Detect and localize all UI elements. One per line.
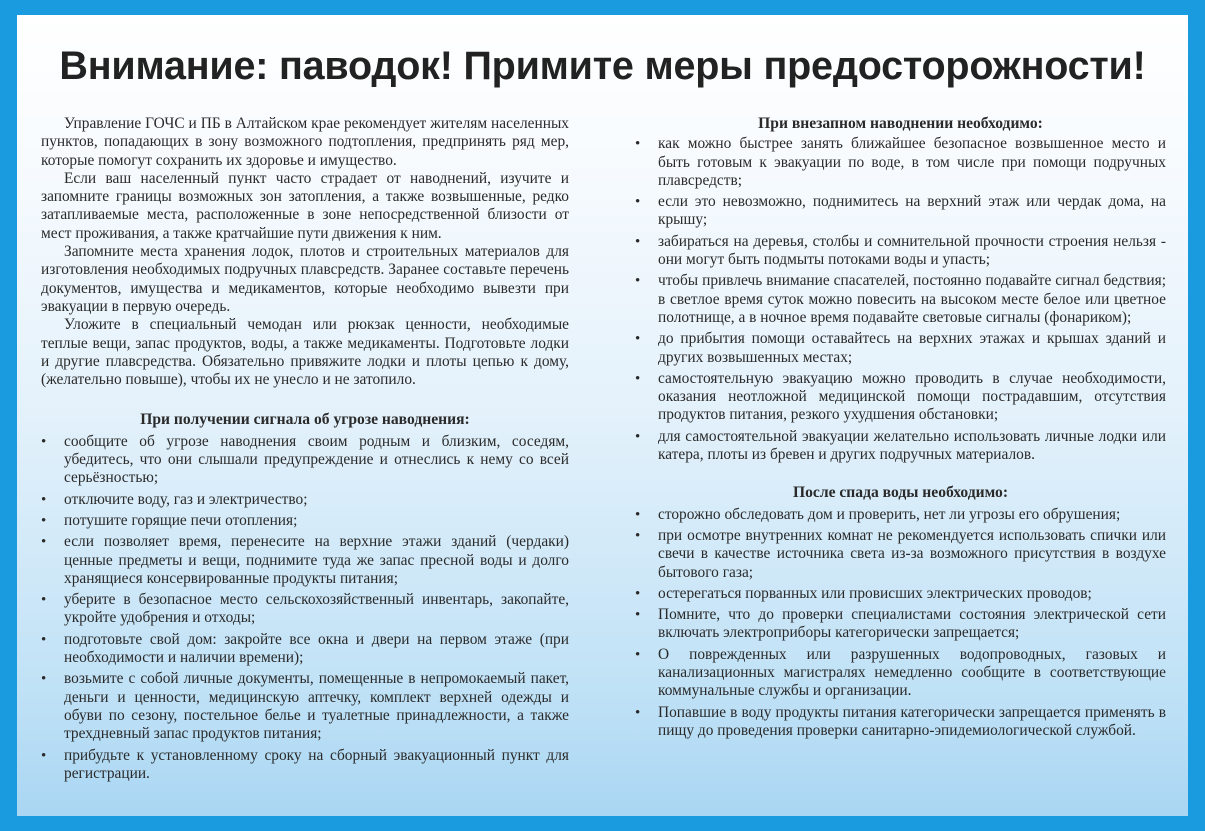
bullet-icon: •	[635, 331, 641, 348]
threat-list	[41, 433, 569, 783]
bullet-icon: •	[635, 428, 641, 445]
bullet-icon: •	[41, 671, 47, 688]
intro-paragraph: Управление ГОЧС и ПБ в Алтайском крае рекомендует жителям населенных пунктов, попадающих в зону возможного подтопления, предпринять ряд мер, которые помогут сохранить их здоровье и имущество.	[41, 115, 569, 169]
list-item: • как можно быстрее занять ближайшее безопасное возвышенное место и быть готовым к эвакуации по воде, в том числе при помощи подручных плавсредств;	[635, 135, 1166, 189]
bullet-icon: •	[41, 592, 47, 609]
left-column	[41, 115, 569, 786]
bullet-icon: •	[635, 136, 641, 153]
bullet-icon: •	[635, 646, 641, 663]
bullet-icon: •	[635, 506, 641, 523]
bullet-icon: •	[635, 273, 641, 290]
intro-paragraph: Запомните места хранения лодок, плотов и строительных материалов для изготовления необходимых подручных плавсредств. Заранее составьте перечень документов, имущества и медикаментов, которые необходимо вывезти при эвакуации в первую очередь.	[41, 243, 569, 315]
bullet-icon: •	[635, 704, 641, 721]
list-item: • сторожно обследовать дом и проверить, нет ли угрозы его обрушения;	[635, 505, 1121, 523]
list-item: • прибудьте к установленному сроку на сборный эвакуационный пункт для регистрации.	[41, 746, 569, 782]
after-list	[635, 506, 1166, 741]
bullet-icon: •	[635, 607, 641, 624]
list-item: • при осмотре внутренних комнат не рекомендуется использовать спички или свечи в качестве источника света из-за возможного присутствия в воздухе бытового газа;	[635, 526, 1166, 581]
bullet-icon: •	[41, 433, 47, 450]
sudden-heading: При внезапном наводнении необходимо:	[758, 115, 1043, 132]
list-item: • О поврежденных или разрушенных водопроводных, газовых и канализационных магистралях немедленно сообщите в соответствующие коммунальные службы и организации.	[635, 645, 1166, 700]
list-item: • возьмите с собой личные документы, помещенные в непромокаемый пакет, деньги и ценности, медицинскую аптечку, комплект верхней одежды и обуви по сезону, постельное белье и туалетные принадлежности, а также трехдневный запас продуктов питания;	[41, 670, 569, 743]
list-item: • Помните, что до проверки специалистами состояния электрической сети включать электроприборы категорически запрещается;	[635, 606, 1166, 642]
bullet-icon: •	[41, 512, 47, 529]
list-item: • остерегаться порванных или провисших электрических проводов;	[635, 584, 1092, 602]
after-heading: После спада воды необходимо:	[792, 484, 1009, 502]
sudden-list	[635, 135, 1166, 464]
intro-paragraph: Если ваш населенный пункт часто страдает от наводнений, изучите и запомните границы возможных зон затопления, а также возвышенные, редко затапливаемые места, расположенные в зоне непосредственной близости от мест проживания, а также кратчайшие пути движения к ним.	[41, 169, 569, 242]
bullet-icon: •	[41, 534, 47, 551]
bullet-icon: •	[635, 585, 641, 602]
list-item: • если позволяет время, перенесите на верхние этажи зданий (чердаки) ценные предметы и вещи, поднимите туда же запас пресной воды и долго хранящиеся консервированные продукты питания;	[41, 533, 569, 587]
poster-title: Внимание: паводок! Примите меры предосторожности!	[59, 44, 1146, 88]
bullet-icon: •	[41, 491, 47, 508]
bullet-icon: •	[41, 747, 47, 764]
list-item: • сообщите об угрозе наводнения своим родным и близким, соседям, убедитесь, что они слышали предупреждение и отнеслись к нему со всей серьёзностью;	[41, 432, 569, 487]
list-item: • если это невозможно, поднимитесь на верхний этаж или чердак дома, на крышу;	[635, 193, 1166, 229]
bullet-icon: •	[635, 194, 641, 211]
list-item: • для самостоятельной эвакуации желательно использовать личные лодки или катера, плоты из бревен и других подручных материалов.	[635, 427, 1166, 464]
intro-paragraph: Уложите в специальный чемодан или рюкзак ценности, необходимые теплые вещи, запас продуктов, воды, а также медикаменты. Подготовьте лодки и другие плавсредства. Обязательно привяжите лодки и плоты цепью к дому, (желательно повыше), чтобы их не унесло и не затопило.	[41, 316, 569, 389]
list-item: • Попавшие в воду продукты питания категорически запрещается применять в пищу до проведения проверки санитарно-эпидемиологической службой.	[635, 703, 1166, 739]
list-item: • до прибытия помощи оставайтесь на верхних этажах и крышах зданий и других возвышенных местах;	[635, 330, 1166, 366]
list-item: • отключите воду, газ и электричество;	[41, 490, 308, 508]
list-item: • уберите в безопасное место сельскохозяйственный инвентарь, закопайте, укройте удобрения и отходы;	[41, 591, 569, 627]
threat-heading: При получении сигнала об угрозе наводнения:	[140, 411, 470, 429]
poster	[17, 15, 1188, 816]
bullet-icon: •	[635, 233, 641, 250]
list-item: • подготовьте свой дом: закройте все окна и двери на первом этаже (при необходимости и наличии времени);	[41, 630, 569, 667]
right-column	[635, 115, 1166, 743]
list-item: • потушите горящие печи отопления;	[41, 511, 298, 529]
list-item: • самостоятельную эвакуацию можно проводить в случае необходимости, оказания неотложной медицинской помощи пострадавшим, отсутствия продуктов питания, резкого ухудшения обстановки;	[635, 369, 1166, 424]
bullet-icon: •	[635, 527, 641, 544]
list-item: • чтобы привлечь внимание спасателей, постоянно подавайте сигнал бедствия; в светлое время суток можно повесить на высоком месте белое или цветное полотнище, а в ночное время подавайте световые сигналы (фонариком);	[635, 272, 1166, 326]
bullet-icon: •	[41, 631, 47, 648]
bullet-icon: •	[635, 370, 641, 387]
list-item: • забираться на деревья, столбы и сомнительной прочности строения нельзя - они могут быть подмыты потоками воды и упасть;	[635, 232, 1166, 269]
